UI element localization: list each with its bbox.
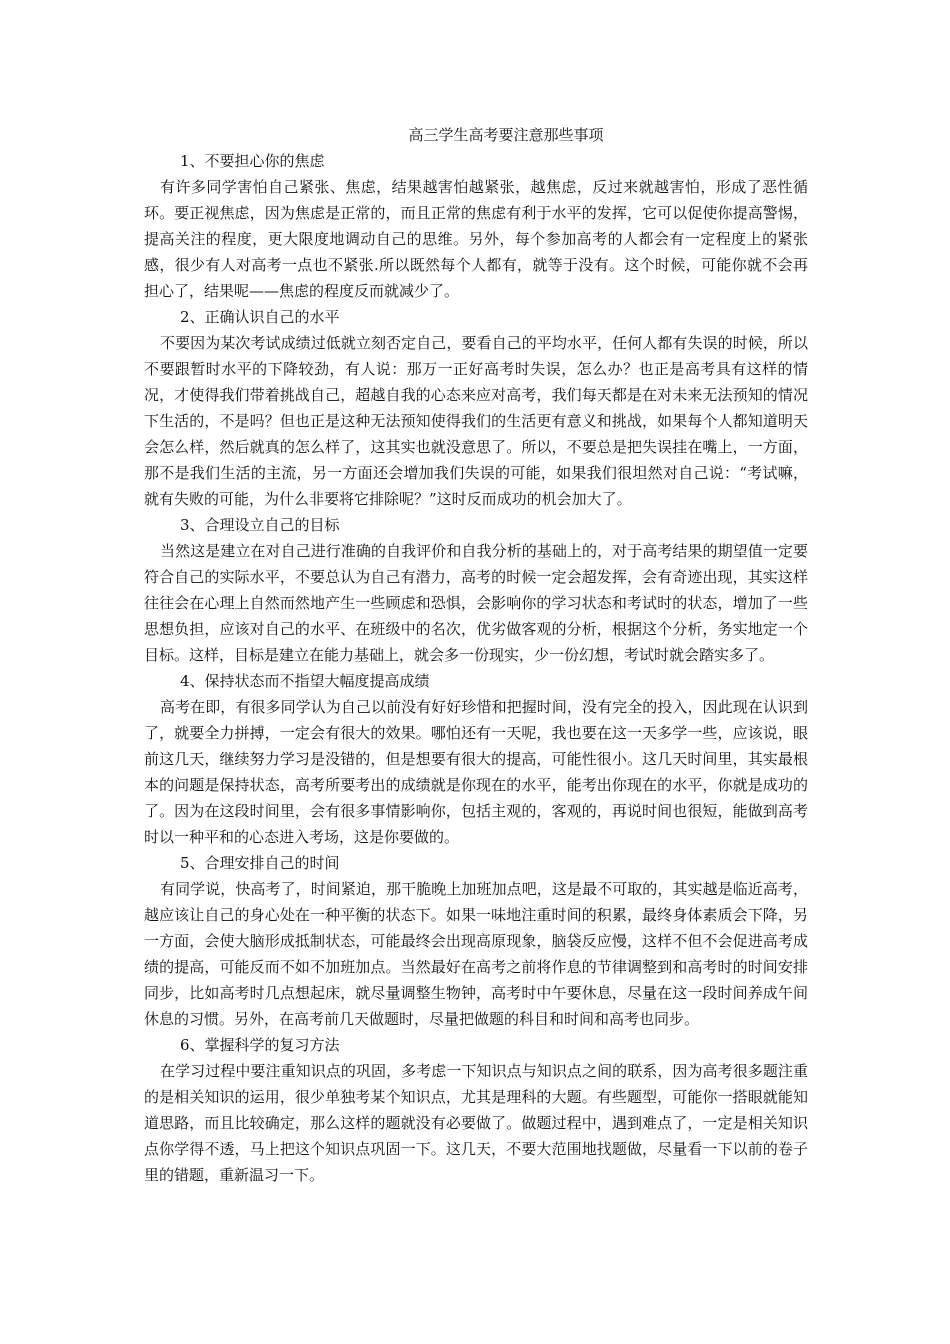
section-5 [144,850,808,1032]
document-title: 高三学生高考要注意那些事项 [408,126,604,144]
section-paragraph: 高考在即，有很多同学认为自己以前没有好好珍惜和把握时间，没有完全的投入，因此现在认识到了，就要全力拼搏，一定会有很大的效果。哪怕还有一天呢，我也要在这一天多学一些，应该说，眼前这几天，继续努力学习是没错的，但是想要有很大的提高，可能性很小。这几天时间里，其实最根本的问题是保持状态，高考所要考出的成绩就是你现在的水平，能考出你现在的水平，你就是成功的了。因为在这段时间里，会有很多事情影响你，包括主观的，客观的，再说时间也很短，能做到高考时以一种平和的心态进入考场，这是你要做的。 [144,698,808,846]
section-heading: 1、不要担心你的焦虑 [180,152,325,170]
section-paragraph: 有同学说，快高考了，时间紧迫，那干脆晚上加班加点吧，这是最不可取的，其实越是临近高考，越应该让自己的身心处在一种平衡的状态下。如果一味地注重时间的积累，最终身体素质会下降，另一方面，会使大脑形成抵制状态，可能最终会出现高原现象，脑袋反应慢，这样不但不会促进高考成绩的提高，可能反而不如不加班加点。当然最好在高考之前将作息的节律调整到和高考时的时间安排同步，比如高考时几点想起床，就尽量调整生物钟，高考时中午要休息，尽量在这一段时间养成午间休息的习惯。另外，在高考前几天做题时，尽量把做题的科目和时间和高考也同步。 [144,880,808,1028]
section-heading: 6、掌握科学的复习方法 [180,1036,340,1054]
section-paragraph: 在学习过程中要注重知识点的巩固，多考虑一下知识点与知识点之间的联系，因为高考很多题注重的是相关知识的运用，很少单独考某个知识点，尤其是理科的大题。有些题型，可能你一搭眼就能知道思路，而且比较确定，那么这样的题就没有必要做了。做题过程中，遇到难点了，一定是相关知识点你学得不透，马上把这个知识点巩固一下。这几天，不要大范围地找题做，尽量看一下以前的卷子里的错题，重新温习一下。 [144,1062,808,1184]
document-page [144,122,808,1188]
section-2 [144,304,808,512]
section-heading: 4、保持状态而不指望大幅度提高成绩 [180,672,430,690]
section-4 [144,668,808,850]
section-6 [144,1032,808,1188]
section-heading: 5、合理安排自己的时间 [180,854,340,872]
section-heading: 3、合理设立自己的目标 [180,516,340,534]
section-1 [144,148,808,304]
section-paragraph: 当然这是建立在对自己进行准确的自我评价和自我分析的基础上的，对于高考结果的期望值一定要符合自己的实际水平，不要总认为自己有潜力，高考的时候一定会超发挥，会有奇迹出现，其实这样往往会在心理上自然而然地产生一些顾虑和恐惧，会影响你的学习状态和考试时的状态，增加了一些思想负担，应该对自己的水平、在班级中的名次，优劣做客观的分析，根据这个分析，务实地定一个目标。这样，目标是建立在能力基础上，就会多一份现实，少一份幻想，考试时就会踏实多了。 [144,542,808,664]
section-paragraph: 不要因为某次考试成绩过低就立刻否定自己，要看自己的平均水平，任何人都有失误的时候，所以不要跟暂时水平的下降较劲，有人说：那万一正好高考时失误，怎么办？也正是高考具有这样的情况，才使得我们带着挑战自己，超越自我的心态来应对高考，我们每天都是在对未来无法预知的情况下生活的，不是吗？但也正是这种无法预知使得我们的生活更有意义和挑战，如果每个人都知道明天会怎么样，然后就真的怎么样了，这其实也就没意思了。所以，不要总是把失误挂在嘴上，一方面，那不是我们生活的主流，另一方面还会增加我们失误的可能，如果我们很坦然对自己说：“考试嘛，就有失败的可能，为什么非要将它排除呢？”这时反而成功的机会加大了。 [144,334,808,508]
section-heading: 2、正确认识自己的水平 [180,308,340,326]
section-3 [144,512,808,668]
section-paragraph: 有许多同学害怕自己紧张、焦虑，结果越害怕越紧张，越焦虑，反过来就越害怕，形成了恶性循环。要正视焦虑，因为焦虑是正常的，而且正常的焦虑有利于水平的发挥，它可以促使你提高警惕，提高关注的程度，更大限度地调动自己的思维。另外，每个参加高考的人都会有一定程度上的紧张感，很少有人对高考一点也不紧张.所以既然每个人都有，就等于没有。这个时候，可能你就不会再担心了，结果呢——焦虑的程度反而就减少了。 [144,178,808,300]
